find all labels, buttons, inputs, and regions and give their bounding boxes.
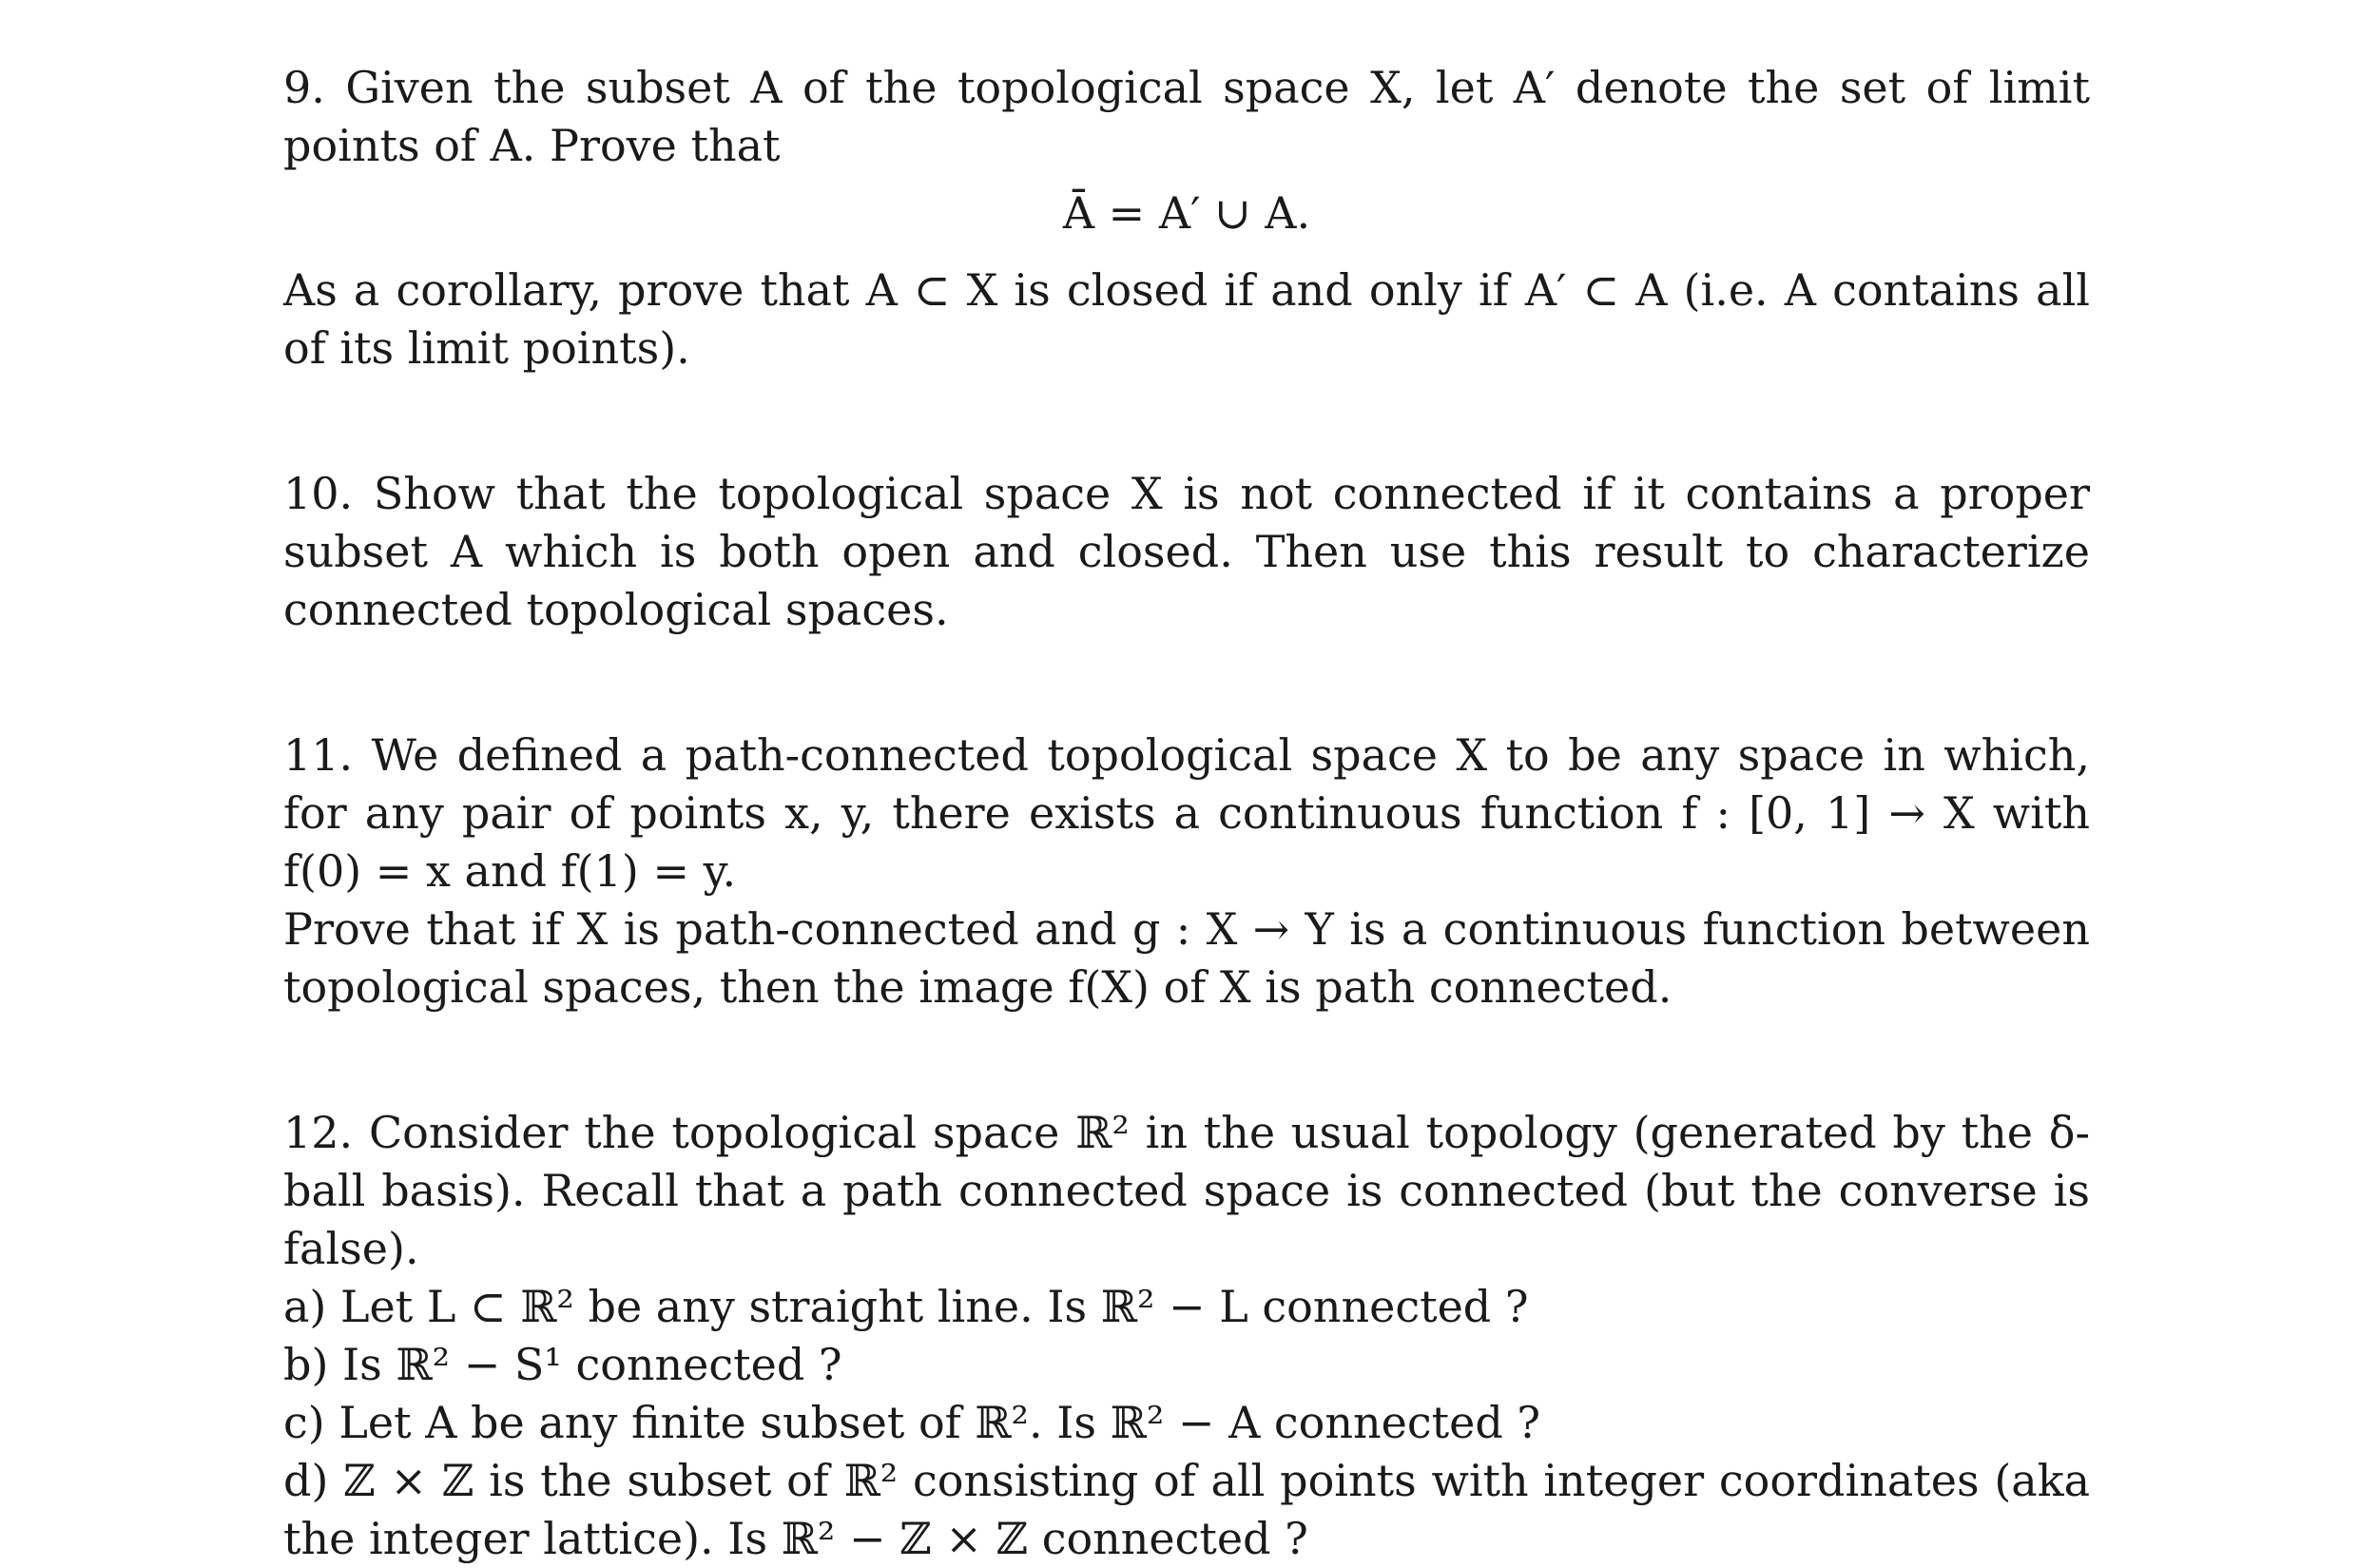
problem-text: Given the subset A of the topological space X, let A′ denote the set of limit points of A. Prove that	[283, 62, 2090, 171]
display-equation: Ā = A′ ∪ A.	[1062, 187, 1311, 239]
problem-12	[283, 1104, 2090, 1568]
problem-9	[283, 59, 2090, 377]
sub-question-d: d) ℤ × ℤ is the subset of ℝ² consisting of all points with integer coordinates (aka the integer lattice). Is ℝ² − ℤ × ℤ connected ?	[283, 1455, 2090, 1564]
problem-text: Consider the topological space ℝ² in the usual topology (generated by the δ-ball basis). Recall that a path connected space is connected (but the converse is false).	[283, 1107, 2091, 1274]
problem-11	[283, 726, 2090, 1016]
problem-10	[283, 465, 2090, 639]
problem-number: 12.	[283, 1107, 354, 1158]
problem-number: 9.	[283, 62, 325, 113]
problem-text: We defined a path-connected topological space X to be any space in which, for any pair of points x, y, there exists a continuous function f : [0, 1] → X with f(0) = x and f(1) = y.	[283, 729, 2090, 897]
problem-corollary: As a corollary, prove that A ⊂ X is closed if and only if A′ ⊂ A (i.e. A contains all of its limit points).	[283, 264, 2090, 374]
problem-number: 11.	[283, 729, 354, 781]
problem-text-continued: Prove that if X is path-connected and g : X → Y is a continuous function between topological spaces, then the image f(X) of X is path connected.	[283, 903, 2090, 1013]
problem-text: Show that the topological space X is not connected if it contains a proper subset A which is both open and closed. Then use this result to characterize connected topological spaces.	[283, 468, 2091, 635]
sub-question-a: a) Let L ⊂ ℝ² be any straight line. Is ℝ² − L connected ?	[283, 1281, 1529, 1332]
sub-question-c: c) Let A be any finite subset of ℝ². Is ℝ² − A connected ?	[283, 1397, 1541, 1448]
problem-sheet	[283, 59, 2090, 1568]
sub-question-b: b) Is ℝ² − S¹ connected ?	[283, 1339, 842, 1390]
problem-number: 10.	[283, 468, 354, 519]
